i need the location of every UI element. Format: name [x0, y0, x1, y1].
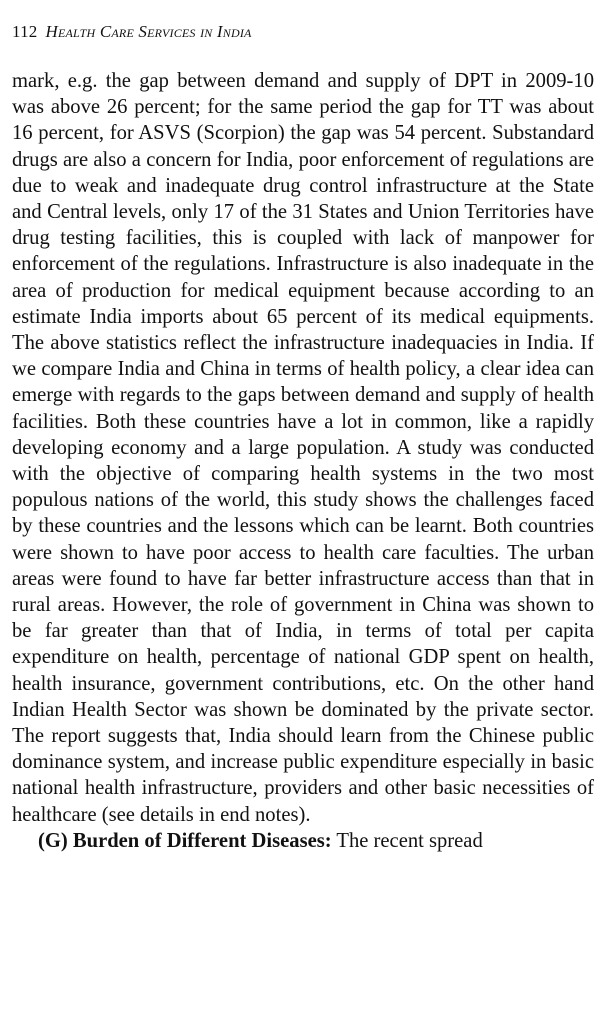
page-number: 112 [12, 22, 38, 41]
running-title: Health Care Services in India [45, 22, 252, 41]
section-text: The recent spread [331, 829, 483, 852]
section-heading: (G) Burden of Different Diseases: [38, 829, 332, 852]
section-g [12, 828, 594, 854]
running-head [12, 22, 594, 42]
body-paragraph: mark, e.g. the gap between demand and supply of DPT in 2009-10 was above 26 percent; for the same period the gap for TT was about 16 percent, for ASVS (Scorpion) the gap was 54 percent. Substandard drugs are also a concern for India, poor enforcement of regulations are due to weak and inadequate drug control infrastructure at the State and Central levels, only 17 of the 31 States and Union Territories have drug testing facilities, this is coupled with lack of manpower for enforcement of the regulations. Infrastructure is also inadequate in the area of production for medical equipment because according to an estimate India imports about 65 percent of its medical equipments. The above statistics reflect the infrastructure inadequacies in India. If we compare India and China in terms of health policy, a clear idea can emerge with regards to the gaps between demand and supply of health facilities. Both these countries have a lot in common, like a rapidly developing economy and a large population. A study was conducted with the objective of comparing health systems in the two most populous nations of the world, this study shows the challenges faced by these countries and the lessons which can be learnt. Both countries were shown to have poor access to health care faculties. The urban areas were found to have far better infrastructure access than that in rural areas. However, the role of government in China was shown to be far greater than that of India, in terms of total per capita expenditure on health, percentage of national GDP spent on health, health insurance, government contributions, etc. On the other hand Indian Health Sector was shown be dominated by the private sector. The report suggests that, India should learn from the Chinese public dominance system, and increase public expenditure especially in basic national health infrastructure, providers and other basic necessities of healthcare (see details in end notes). [12, 70, 594, 826]
